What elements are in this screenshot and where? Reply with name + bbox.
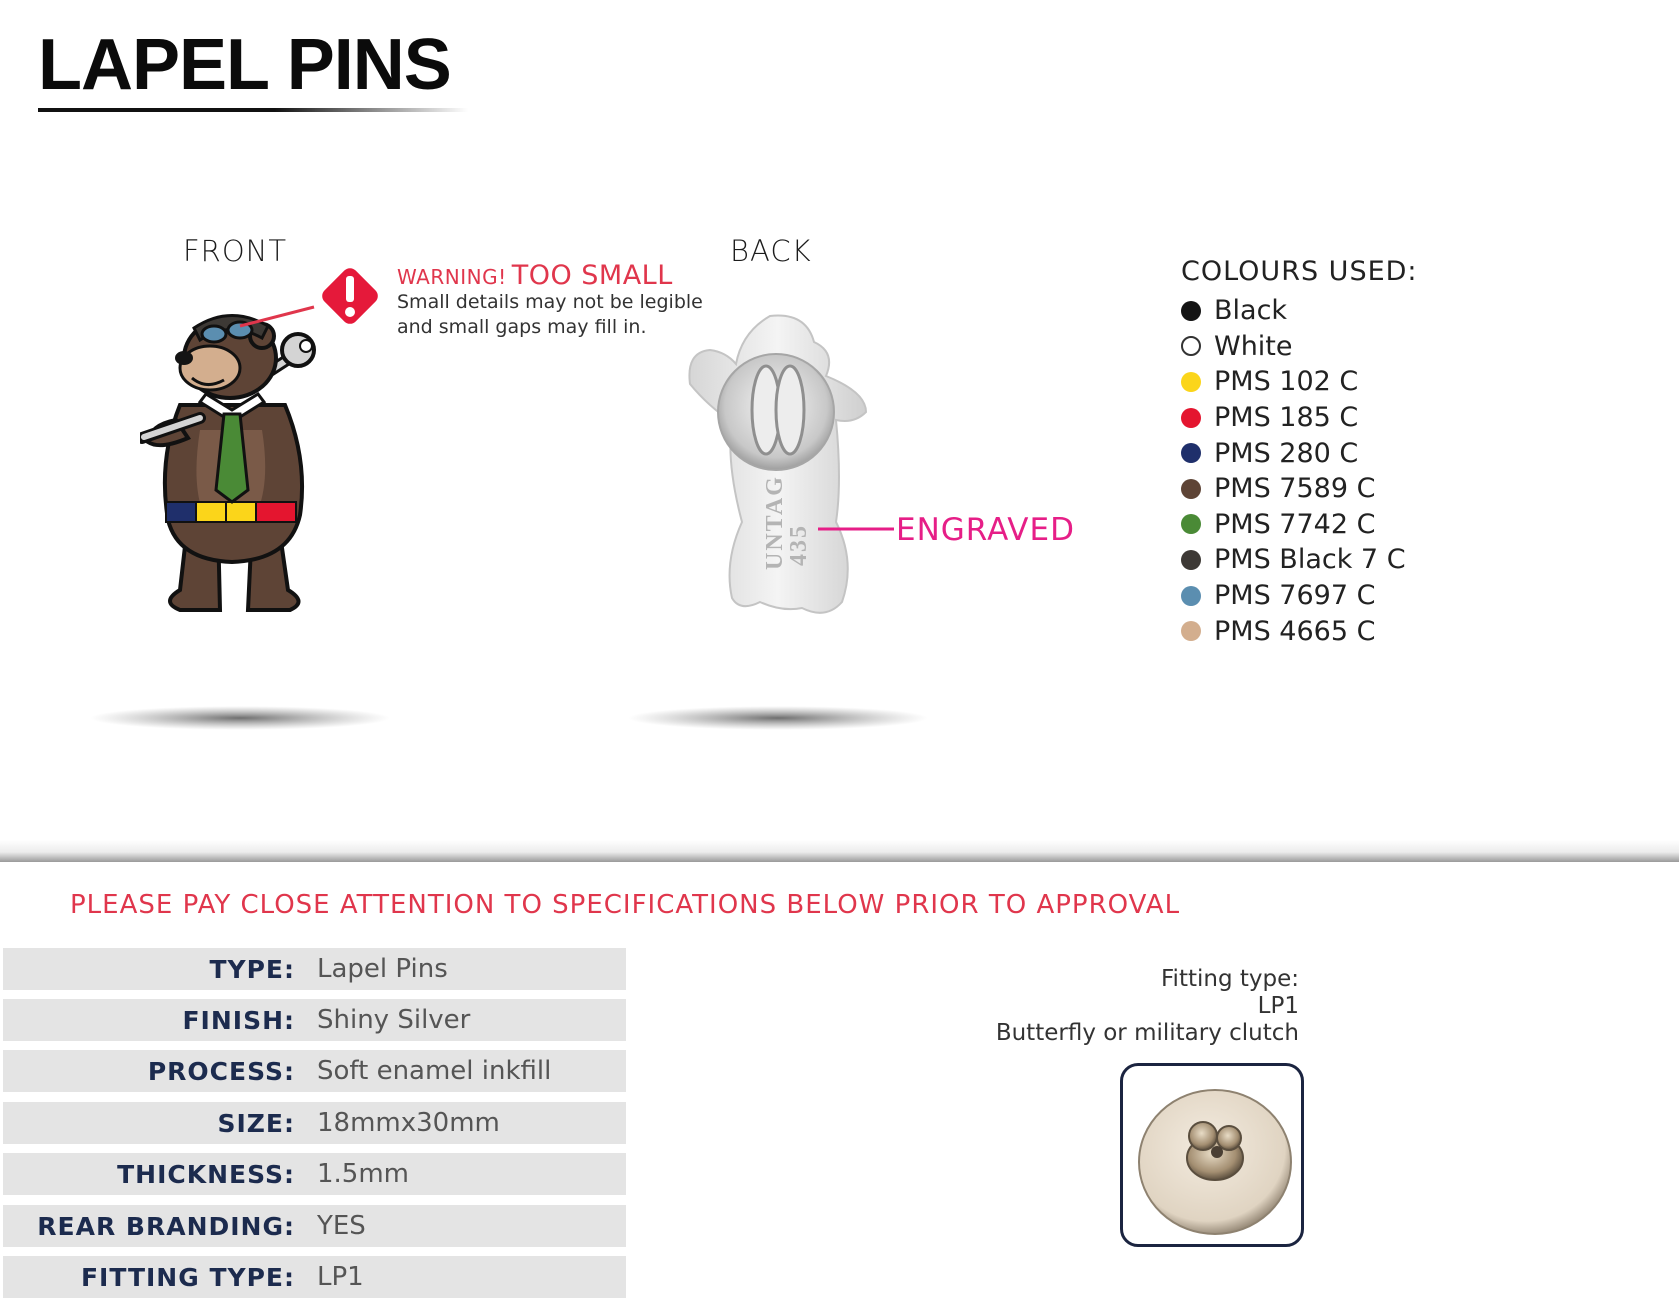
- fitting-description: Butterfly or military clutch: [995, 1020, 1299, 1046]
- colour-item: [1181, 613, 1406, 649]
- warning-line-1: Small details may not be legible: [397, 291, 703, 313]
- back-view-label: BACK: [730, 234, 812, 268]
- front-shadow: [90, 700, 390, 736]
- colour-list: [1181, 293, 1406, 649]
- spec-row: [3, 1050, 626, 1092]
- colour-name: PMS 185 C: [1214, 402, 1359, 434]
- spec-value: LP1: [317, 1262, 364, 1292]
- spec-value: Shiny Silver: [317, 1005, 471, 1035]
- colour-item: [1181, 435, 1406, 471]
- colour-item: [1181, 364, 1406, 400]
- colour-swatch: [1181, 621, 1201, 641]
- colour-name: Black: [1214, 295, 1288, 327]
- colour-swatch: [1181, 479, 1201, 499]
- spec-value: Lapel Pins: [317, 954, 448, 984]
- colour-item: [1181, 400, 1406, 436]
- colour-swatch: [1181, 443, 1201, 463]
- engraved-label: ENGRAVED: [896, 512, 1075, 548]
- spec-key: REAR BRANDING:: [37, 1211, 295, 1241]
- colour-name: PMS Black 7 C: [1214, 544, 1406, 576]
- butterfly-clutch-image: [1123, 1066, 1301, 1244]
- spec-value: 18mmx30mm: [317, 1108, 500, 1138]
- spec-value: Soft enamel inkfill: [317, 1056, 552, 1086]
- spec-row: [3, 1102, 626, 1144]
- warning-lead: WARNING!: [397, 265, 507, 289]
- spec-row: [3, 1153, 626, 1195]
- colour-name: PMS 7742 C: [1214, 508, 1376, 540]
- warning-headline: TOO SMALL: [511, 260, 673, 291]
- engraving-line-1: UNTAG: [762, 475, 788, 570]
- colour-name: PMS 102 C: [1214, 366, 1359, 398]
- spec-key: TYPE:: [209, 954, 295, 984]
- colour-name: PMS 4665 C: [1214, 615, 1376, 647]
- colour-swatch: [1181, 550, 1201, 570]
- approval-notice: PLEASE PAY CLOSE ATTENTION TO SPECIFICATIONS BELOW PRIOR TO APPROVAL: [70, 890, 1181, 920]
- front-view-label: FRONT: [183, 234, 288, 268]
- fitting-image: [1120, 1063, 1304, 1247]
- engraving-line-2: 435: [786, 524, 812, 566]
- colour-swatch: [1181, 514, 1201, 534]
- warning-heading: [397, 260, 673, 291]
- colour-swatch: [1181, 336, 1201, 356]
- colour-swatch: [1181, 408, 1201, 428]
- colour-item: [1181, 329, 1406, 365]
- fitting-label: Fitting type:: [1161, 966, 1299, 992]
- colour-item: [1181, 542, 1406, 578]
- page-title: LAPEL PINS: [38, 25, 451, 105]
- colour-name: PMS 280 C: [1214, 437, 1359, 469]
- spec-row: [3, 948, 626, 990]
- spec-key: THICKNESS:: [117, 1159, 295, 1189]
- warning-icon: [314, 260, 386, 332]
- warning-line-2: and small gaps may fill in.: [397, 316, 647, 338]
- colour-item: [1181, 293, 1406, 329]
- spec-row: [3, 1205, 626, 1247]
- front-pin-illustration: [140, 310, 340, 620]
- colour-item: [1181, 471, 1406, 507]
- spec-value: YES: [317, 1211, 366, 1241]
- colour-swatch: [1181, 301, 1201, 321]
- spec-key: FITTING TYPE:: [80, 1262, 295, 1292]
- engraved-pointer-line: [818, 524, 894, 534]
- spec-row: [3, 1256, 626, 1298]
- colour-swatch: [1181, 586, 1201, 606]
- colour-name: White: [1214, 330, 1293, 362]
- colour-name: PMS 7697 C: [1214, 580, 1376, 612]
- fitting-code: LP1: [1257, 993, 1299, 1019]
- colour-item: [1181, 578, 1406, 614]
- spec-key: FINISH:: [182, 1005, 295, 1035]
- spec-row: [3, 999, 626, 1041]
- title-underline: [38, 108, 468, 112]
- section-divider: [0, 840, 1679, 862]
- colour-swatch: [1181, 372, 1201, 392]
- back-pin-illustration: [686, 312, 872, 622]
- colour-name: PMS 7589 C: [1214, 473, 1376, 505]
- fitting-info: [996, 966, 1299, 1047]
- spec-key: PROCESS:: [147, 1056, 295, 1086]
- spec-key: SIZE:: [217, 1108, 295, 1138]
- colour-item: [1181, 507, 1406, 543]
- spec-value: 1.5mm: [317, 1159, 410, 1189]
- back-shadow: [628, 700, 928, 736]
- colours-title: COLOURS USED:: [1181, 256, 1418, 287]
